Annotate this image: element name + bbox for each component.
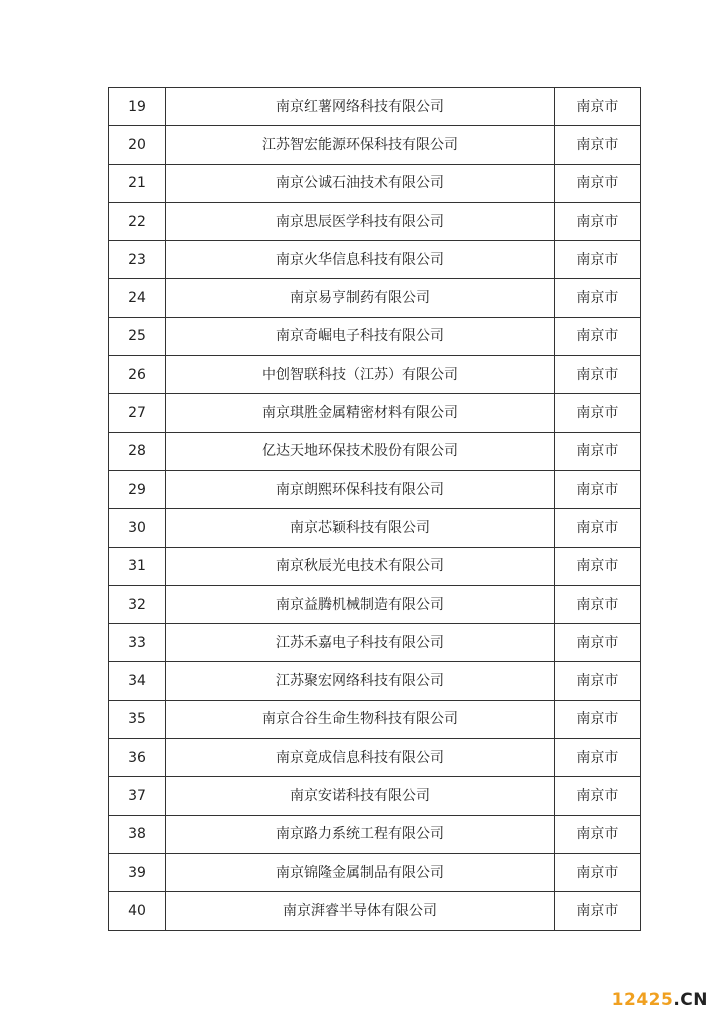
- city-cell: 南京市: [554, 700, 640, 738]
- watermark-number: 12425: [611, 990, 674, 1010]
- company-name-cell: 南京朗熙环保科技有限公司: [166, 470, 555, 508]
- city-cell: 南京市: [554, 624, 640, 662]
- company-name-cell: 南京公诚石油技术有限公司: [166, 164, 555, 202]
- city-cell: 南京市: [554, 394, 640, 432]
- city-cell: 南京市: [554, 470, 640, 508]
- table-row: [109, 892, 641, 930]
- row-number-cell: 34: [109, 662, 166, 700]
- company-name-cell: 江苏禾嘉电子科技有限公司: [166, 624, 555, 662]
- table-row: [109, 739, 641, 777]
- row-number-cell: 20: [109, 126, 166, 164]
- table-row: [109, 394, 641, 432]
- company-table-body: [109, 88, 641, 931]
- city-cell: 南京市: [554, 432, 640, 470]
- table-row: [109, 202, 641, 240]
- company-name-cell: 南京益腾机械制造有限公司: [166, 585, 555, 623]
- city-cell: 南京市: [554, 777, 640, 815]
- table-row: [109, 853, 641, 891]
- table-row: [109, 317, 641, 355]
- row-number-cell: 39: [109, 853, 166, 891]
- table-row: [109, 279, 641, 317]
- company-name-cell: 亿达天地环保技术股份有限公司: [166, 432, 555, 470]
- row-number-cell: 24: [109, 279, 166, 317]
- row-number-cell: 29: [109, 470, 166, 508]
- company-name-cell: 南京合谷生命生物科技有限公司: [166, 700, 555, 738]
- row-number-cell: 35: [109, 700, 166, 738]
- row-number-cell: 22: [109, 202, 166, 240]
- company-name-cell: 南京芯颖科技有限公司: [166, 509, 555, 547]
- company-name-cell: 中创智联科技（江苏）有限公司: [166, 356, 555, 394]
- row-number-cell: 36: [109, 739, 166, 777]
- table-row: [109, 126, 641, 164]
- city-cell: 南京市: [554, 739, 640, 777]
- city-cell: 南京市: [554, 585, 640, 623]
- company-name-cell: 南京火华信息科技有限公司: [166, 241, 555, 279]
- watermark-domain: .CN: [673, 990, 708, 1010]
- city-cell: 南京市: [554, 853, 640, 891]
- row-number-cell: 28: [109, 432, 166, 470]
- city-cell: 南京市: [554, 815, 640, 853]
- table-row: [109, 585, 641, 623]
- company-name-cell: 南京思辰医学科技有限公司: [166, 202, 555, 240]
- table-row: [109, 432, 641, 470]
- company-name-cell: 南京安诺科技有限公司: [166, 777, 555, 815]
- table-row: [109, 509, 641, 547]
- table-row: [109, 700, 641, 738]
- city-cell: 南京市: [554, 892, 640, 930]
- city-cell: 南京市: [554, 356, 640, 394]
- table-row: [109, 815, 641, 853]
- row-number-cell: 33: [109, 624, 166, 662]
- city-cell: 南京市: [554, 662, 640, 700]
- company-name-cell: 南京奇崛电子科技有限公司: [166, 317, 555, 355]
- row-number-cell: 27: [109, 394, 166, 432]
- city-cell: 南京市: [554, 126, 640, 164]
- company-name-cell: 南京易亨制药有限公司: [166, 279, 555, 317]
- company-name-cell: 江苏智宏能源环保科技有限公司: [166, 126, 555, 164]
- company-name-cell: 南京路力系统工程有限公司: [166, 815, 555, 853]
- city-cell: 南京市: [554, 509, 640, 547]
- row-number-cell: 40: [109, 892, 166, 930]
- row-number-cell: 25: [109, 317, 166, 355]
- row-number-cell: 23: [109, 241, 166, 279]
- row-number-cell: 31: [109, 547, 166, 585]
- company-name-cell: 南京红薯网络科技有限公司: [166, 88, 555, 126]
- city-cell: 南京市: [554, 279, 640, 317]
- company-name-cell: 南京湃睿半导体有限公司: [166, 892, 555, 930]
- row-number-cell: 26: [109, 356, 166, 394]
- row-number-cell: 32: [109, 585, 166, 623]
- row-number-cell: 19: [109, 88, 166, 126]
- table-row: [109, 777, 641, 815]
- table-row: [109, 164, 641, 202]
- row-number-cell: 30: [109, 509, 166, 547]
- company-name-cell: 南京秋辰光电技术有限公司: [166, 547, 555, 585]
- company-name-cell: 江苏聚宏网络科技有限公司: [166, 662, 555, 700]
- company-name-cell: 南京竟成信息科技有限公司: [166, 739, 555, 777]
- city-cell: 南京市: [554, 164, 640, 202]
- table-row: [109, 624, 641, 662]
- row-number-cell: 37: [109, 777, 166, 815]
- company-name-cell: 南京锦隆金属制品有限公司: [166, 853, 555, 891]
- city-cell: 南京市: [554, 241, 640, 279]
- row-number-cell: 38: [109, 815, 166, 853]
- city-cell: 南京市: [554, 547, 640, 585]
- company-table: [108, 87, 641, 931]
- city-cell: 南京市: [554, 202, 640, 240]
- company-name-cell: 南京琪胜金属精密材料有限公司: [166, 394, 555, 432]
- table-row: [109, 547, 641, 585]
- table-row: [109, 662, 641, 700]
- row-number-cell: 21: [109, 164, 166, 202]
- site-watermark-logo: [612, 990, 708, 1010]
- table-row: [109, 356, 641, 394]
- table-row: [109, 88, 641, 126]
- table-row: [109, 470, 641, 508]
- city-cell: 南京市: [554, 317, 640, 355]
- table-row: [109, 241, 641, 279]
- city-cell: 南京市: [554, 88, 640, 126]
